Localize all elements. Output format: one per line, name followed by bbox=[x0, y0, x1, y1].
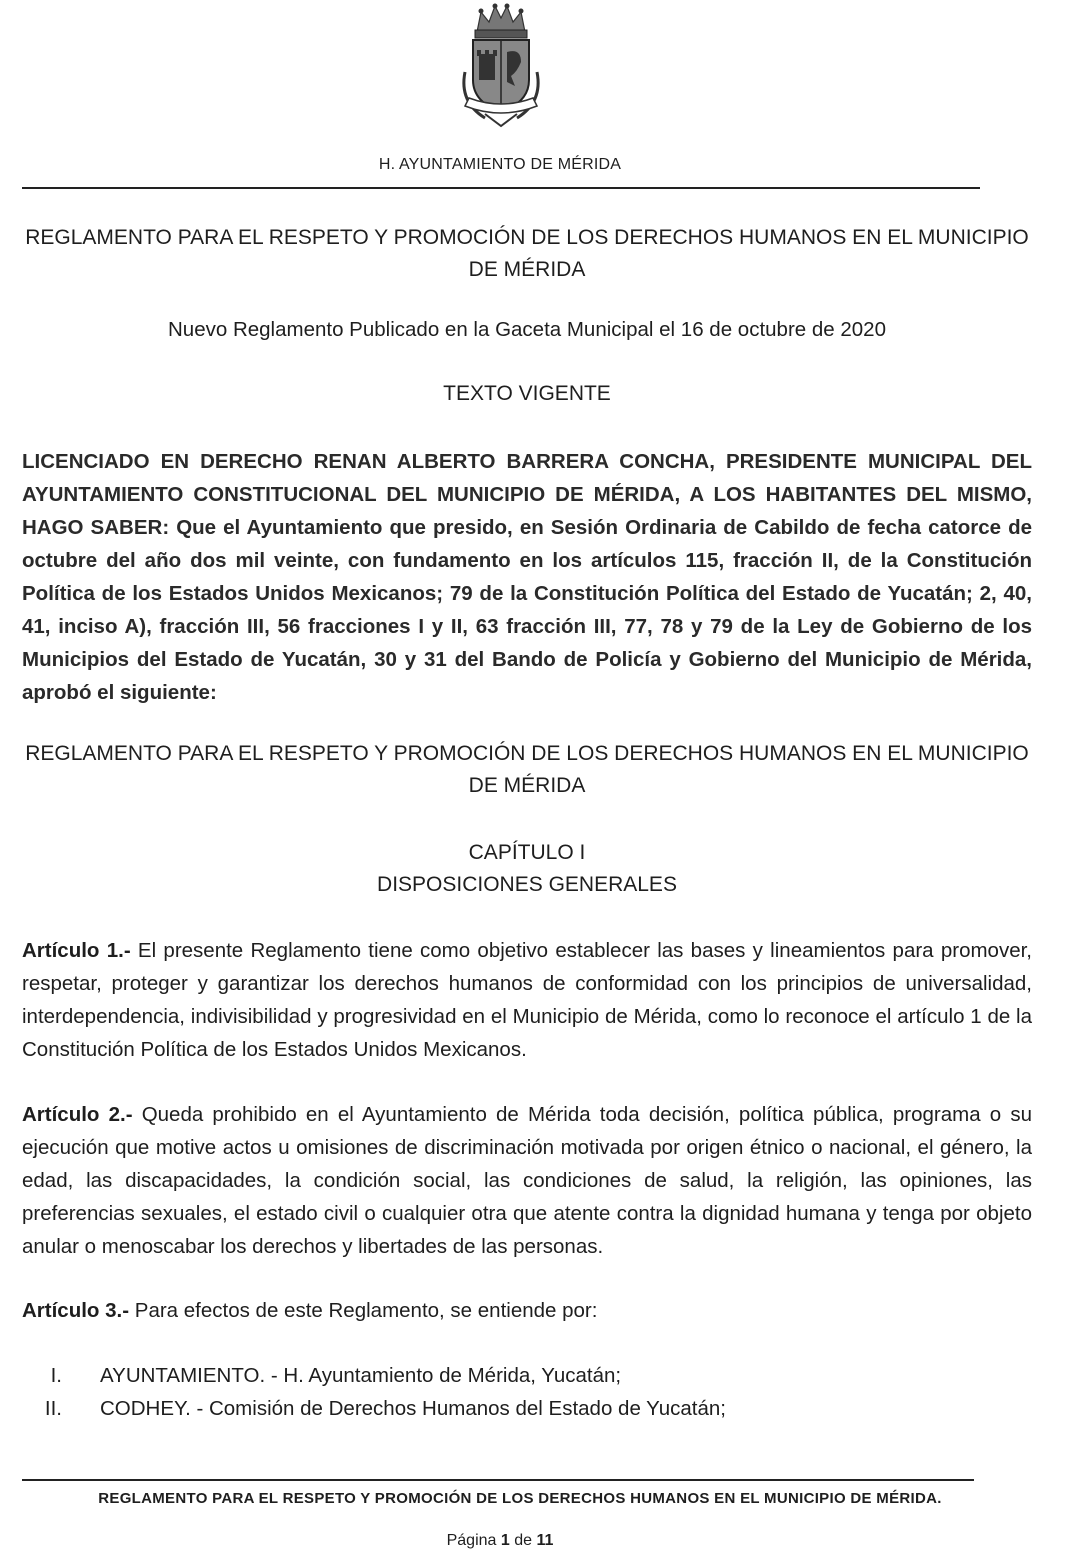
article-2 bbox=[22, 1098, 1032, 1263]
article-1 bbox=[22, 934, 1032, 1066]
list-item-number: II. bbox=[44, 1397, 62, 1420]
article-text: Para efectos de este Reglamento, se entiende por: bbox=[129, 1299, 598, 1322]
list-item-text: AYUNTAMIENTO. - H. Ayuntamiento de Mérida, Yucatán; bbox=[100, 1364, 622, 1387]
page-number: Página 1 de 11 bbox=[446, 1532, 554, 1549]
publication-note: Nuevo Reglamento Publicado en la Gaceta Municipal el 16 de octubre de 2020 bbox=[168, 318, 886, 341]
preamble-paragraph: LICENCIADO EN DERECHO RENAN ALBERTO BARRERA CONCHA, PRESIDENTE MUNICIPAL DEL AYUNTAMIENTO CONSTITUCIONAL DEL MUNICIPIO DE MÉRIDA, A LOS HABITANTES DEL MISMO, HAGO SABER: Que el Ayuntamiento que presido, en Sesión Ordinaria de Cabildo de fecha catorce de octubre del año dos mil veinte, con fundamento en los artículos 115, fracción II, de la Constitución Política de los Estados Unidos Mexicanos; 79 de la Constitución Política del Estado de Yucatán; 2, 40, 41, inciso A), fracción III, 56 fracciones I y II, 63 fracción III, 77, 78 y 79 de la Ley de Gobierno de los Municipios del Estado de Yucatán, 30 y 31 del Bando de Policía y Gobierno del Municipio de Mérida, aprobó el siguiente: bbox=[22, 450, 1032, 704]
article-text: El presente Reglamento tiene como objetivo establecer las bases y lineamientos para promover, respetar, proteger y garantizar los derechos humanos de conformidad con los principios de universalidad, interdependencia, indivisibilidad y progresividad en el Municipio de Mérida, como lo reconoce el artículo 1 de la Constitución Política de los Estados Unidos Mexicanos. bbox=[22, 939, 1032, 1061]
definitions-list bbox=[22, 1359, 1032, 1425]
chapter-heading: CAPÍTULO I DISPOSICIONES GENERALES bbox=[377, 841, 677, 896]
organization-header: H. AYUNTAMIENTO DE MÉRIDA bbox=[378, 156, 622, 173]
document-title-repeat: REGLAMENTO PARA EL RESPETO Y PROMOCIÓN DE LOS DERECHOS HUMANOS EN EL MUNICIPIO DE MÉRIDA bbox=[25, 742, 1029, 797]
status-text: TEXTO VIGENTE bbox=[443, 382, 611, 405]
list-item-text: CODHEY. - Comisión de Derechos Humanos del Estado de Yucatán; bbox=[100, 1397, 726, 1420]
article-3 bbox=[22, 1294, 1032, 1327]
merida-coat-of-arms-icon bbox=[455, 2, 547, 130]
article-text: Queda prohibido en el Ayuntamiento de Mérida toda decisión, política pública, programa o su ejecución que motive actos u omisiones de discriminación motivada por origen étnico o nacional, el género, la edad, las discapacidades, la condición social, las condiciones de salud, la religión, las opiniones, las preferencias sexuales, el estado civil o cualquier otra que atente contra la dignidad humana y tenga por objeto anular o menoscabar los derechos y libertades de las personas. bbox=[22, 1103, 1032, 1258]
list-item-number: I. bbox=[50, 1364, 62, 1387]
list-item bbox=[22, 1392, 1032, 1425]
document-title: REGLAMENTO PARA EL RESPETO Y PROMOCIÓN DE LOS DERECHOS HUMANOS EN EL MUNICIPIO DE MÉRIDA bbox=[25, 226, 1029, 281]
footer-divider bbox=[22, 1479, 974, 1481]
footer-title: REGLAMENTO PARA EL RESPETO Y PROMOCIÓN DE LOS DERECHOS HUMANOS EN EL MUNICIPIO DE MÉRIDA. bbox=[98, 1490, 942, 1507]
header-divider bbox=[22, 187, 980, 189]
article-label: Artículo 1.- bbox=[22, 939, 131, 962]
article-label: Artículo 3.- bbox=[22, 1299, 130, 1322]
list-item bbox=[22, 1359, 1032, 1392]
article-label: Artículo 2.- bbox=[22, 1103, 133, 1126]
